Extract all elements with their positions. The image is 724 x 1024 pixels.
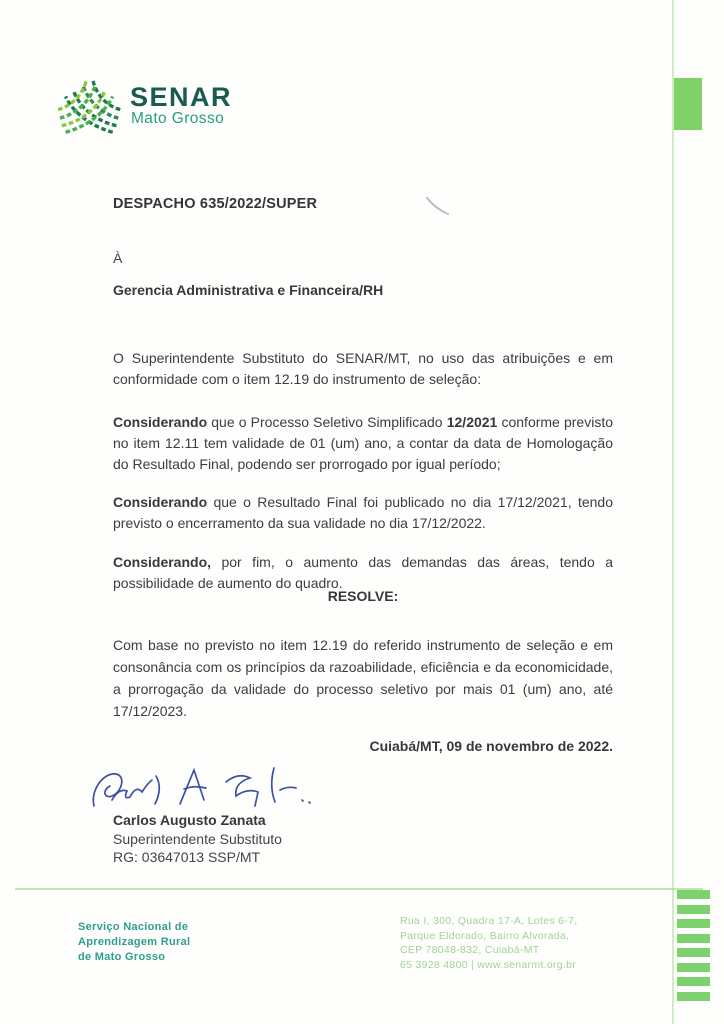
handwritten-signature	[88, 760, 344, 820]
paragraph-resolve-body: Com base no previsto no item 12.19 do referido instrumento de seleção e em consonância com os princípios da razoabilidade, eficiência e da economicidade, a prorrogação da validade do processo seletivo por mais 01 (um) ano, até 17/12/2023.	[113, 637, 613, 719]
green-bar	[677, 963, 710, 972]
green-bar	[677, 977, 710, 986]
logo-brand-text: SENAR	[130, 82, 233, 112]
text-run: conforme previsto no item 12.11 tem validade de 01 (um) ano, a contar da data de Homologação do Resultado Final, podendo ser prorrogado por igual período;	[113, 414, 613, 472]
senar-logo	[58, 72, 278, 138]
green-bar-stack	[677, 890, 710, 1001]
green-bar	[677, 948, 710, 957]
footer-organization	[78, 920, 190, 965]
footer-divider-line	[15, 888, 703, 890]
wheat-fan-icon	[58, 73, 124, 135]
paragraph-considerando-1	[113, 412, 613, 475]
document-title: DESPACHO 635/2022/SUPER	[113, 196, 318, 212]
resolve-heading: RESOLVE:	[327, 588, 399, 604]
dateline: Cuiabá/MT, 09 de novembro de 2022.	[369, 738, 613, 754]
bold-run: Considerando	[113, 494, 208, 510]
green-corner-block	[674, 78, 702, 130]
pen-stray-mark	[421, 194, 455, 222]
footer-org-line: Serviço Nacional de	[78, 921, 189, 933]
text-run: que o Resultado Final foi publicado no dia 17/12/2021, tendo previsto o encerramento da sua validade no dia 17/12/2022.	[113, 494, 613, 531]
recipient-salutation: À	[113, 250, 123, 266]
green-bar	[677, 890, 710, 899]
logo-region-text: Mato Grosso	[131, 110, 225, 127]
signer-rg: RG: 03647013 SSP/MT	[113, 849, 261, 865]
bold-run: 12/2021	[446, 414, 498, 430]
page-edge-line	[672, 0, 674, 1024]
green-bar	[677, 934, 710, 943]
green-bar	[677, 905, 710, 914]
text-run: que o Processo Seletivo Simplificado	[207, 414, 447, 430]
paragraph-intro: O Superintendente Substituto do SENAR/MT, no uso das atribuições e em conformidade com o item 12.19 do instrumento de seleção:	[113, 350, 613, 387]
footer-org-line: de Mato Grosso	[78, 951, 166, 963]
footer-address-line: Parque Eldorado, Bairro Alvorada,	[400, 929, 570, 942]
footer-address-line: CEP 78048-832, Cuiabá-MT	[400, 944, 540, 956]
recipient-line: Gerencia Administrativa e Financeira/RH	[113, 282, 384, 298]
signer-name: Carlos Augusto Zanata	[113, 812, 266, 828]
footer-org-line: Aprendizagem Rural	[78, 936, 191, 948]
footer-address-line: 65 3928 4800 | www.senarmt.org.br	[400, 958, 577, 971]
bold-run: Considerando	[113, 414, 208, 430]
bold-run: Considerando,	[113, 554, 212, 570]
green-bar	[677, 992, 710, 1001]
signer-role: Superintendente Substituto	[113, 831, 282, 847]
paragraph-considerando-2	[113, 492, 613, 534]
footer-address	[400, 914, 577, 972]
footer-address-line: Rua I, 300, Quadra 17-A, Lotes 6-7,	[400, 915, 578, 927]
text-run: por fim, o aumento das demandas das áreas, tendo a possibilidade de aumento do quadro.	[113, 554, 613, 591]
green-bar	[677, 919, 710, 928]
